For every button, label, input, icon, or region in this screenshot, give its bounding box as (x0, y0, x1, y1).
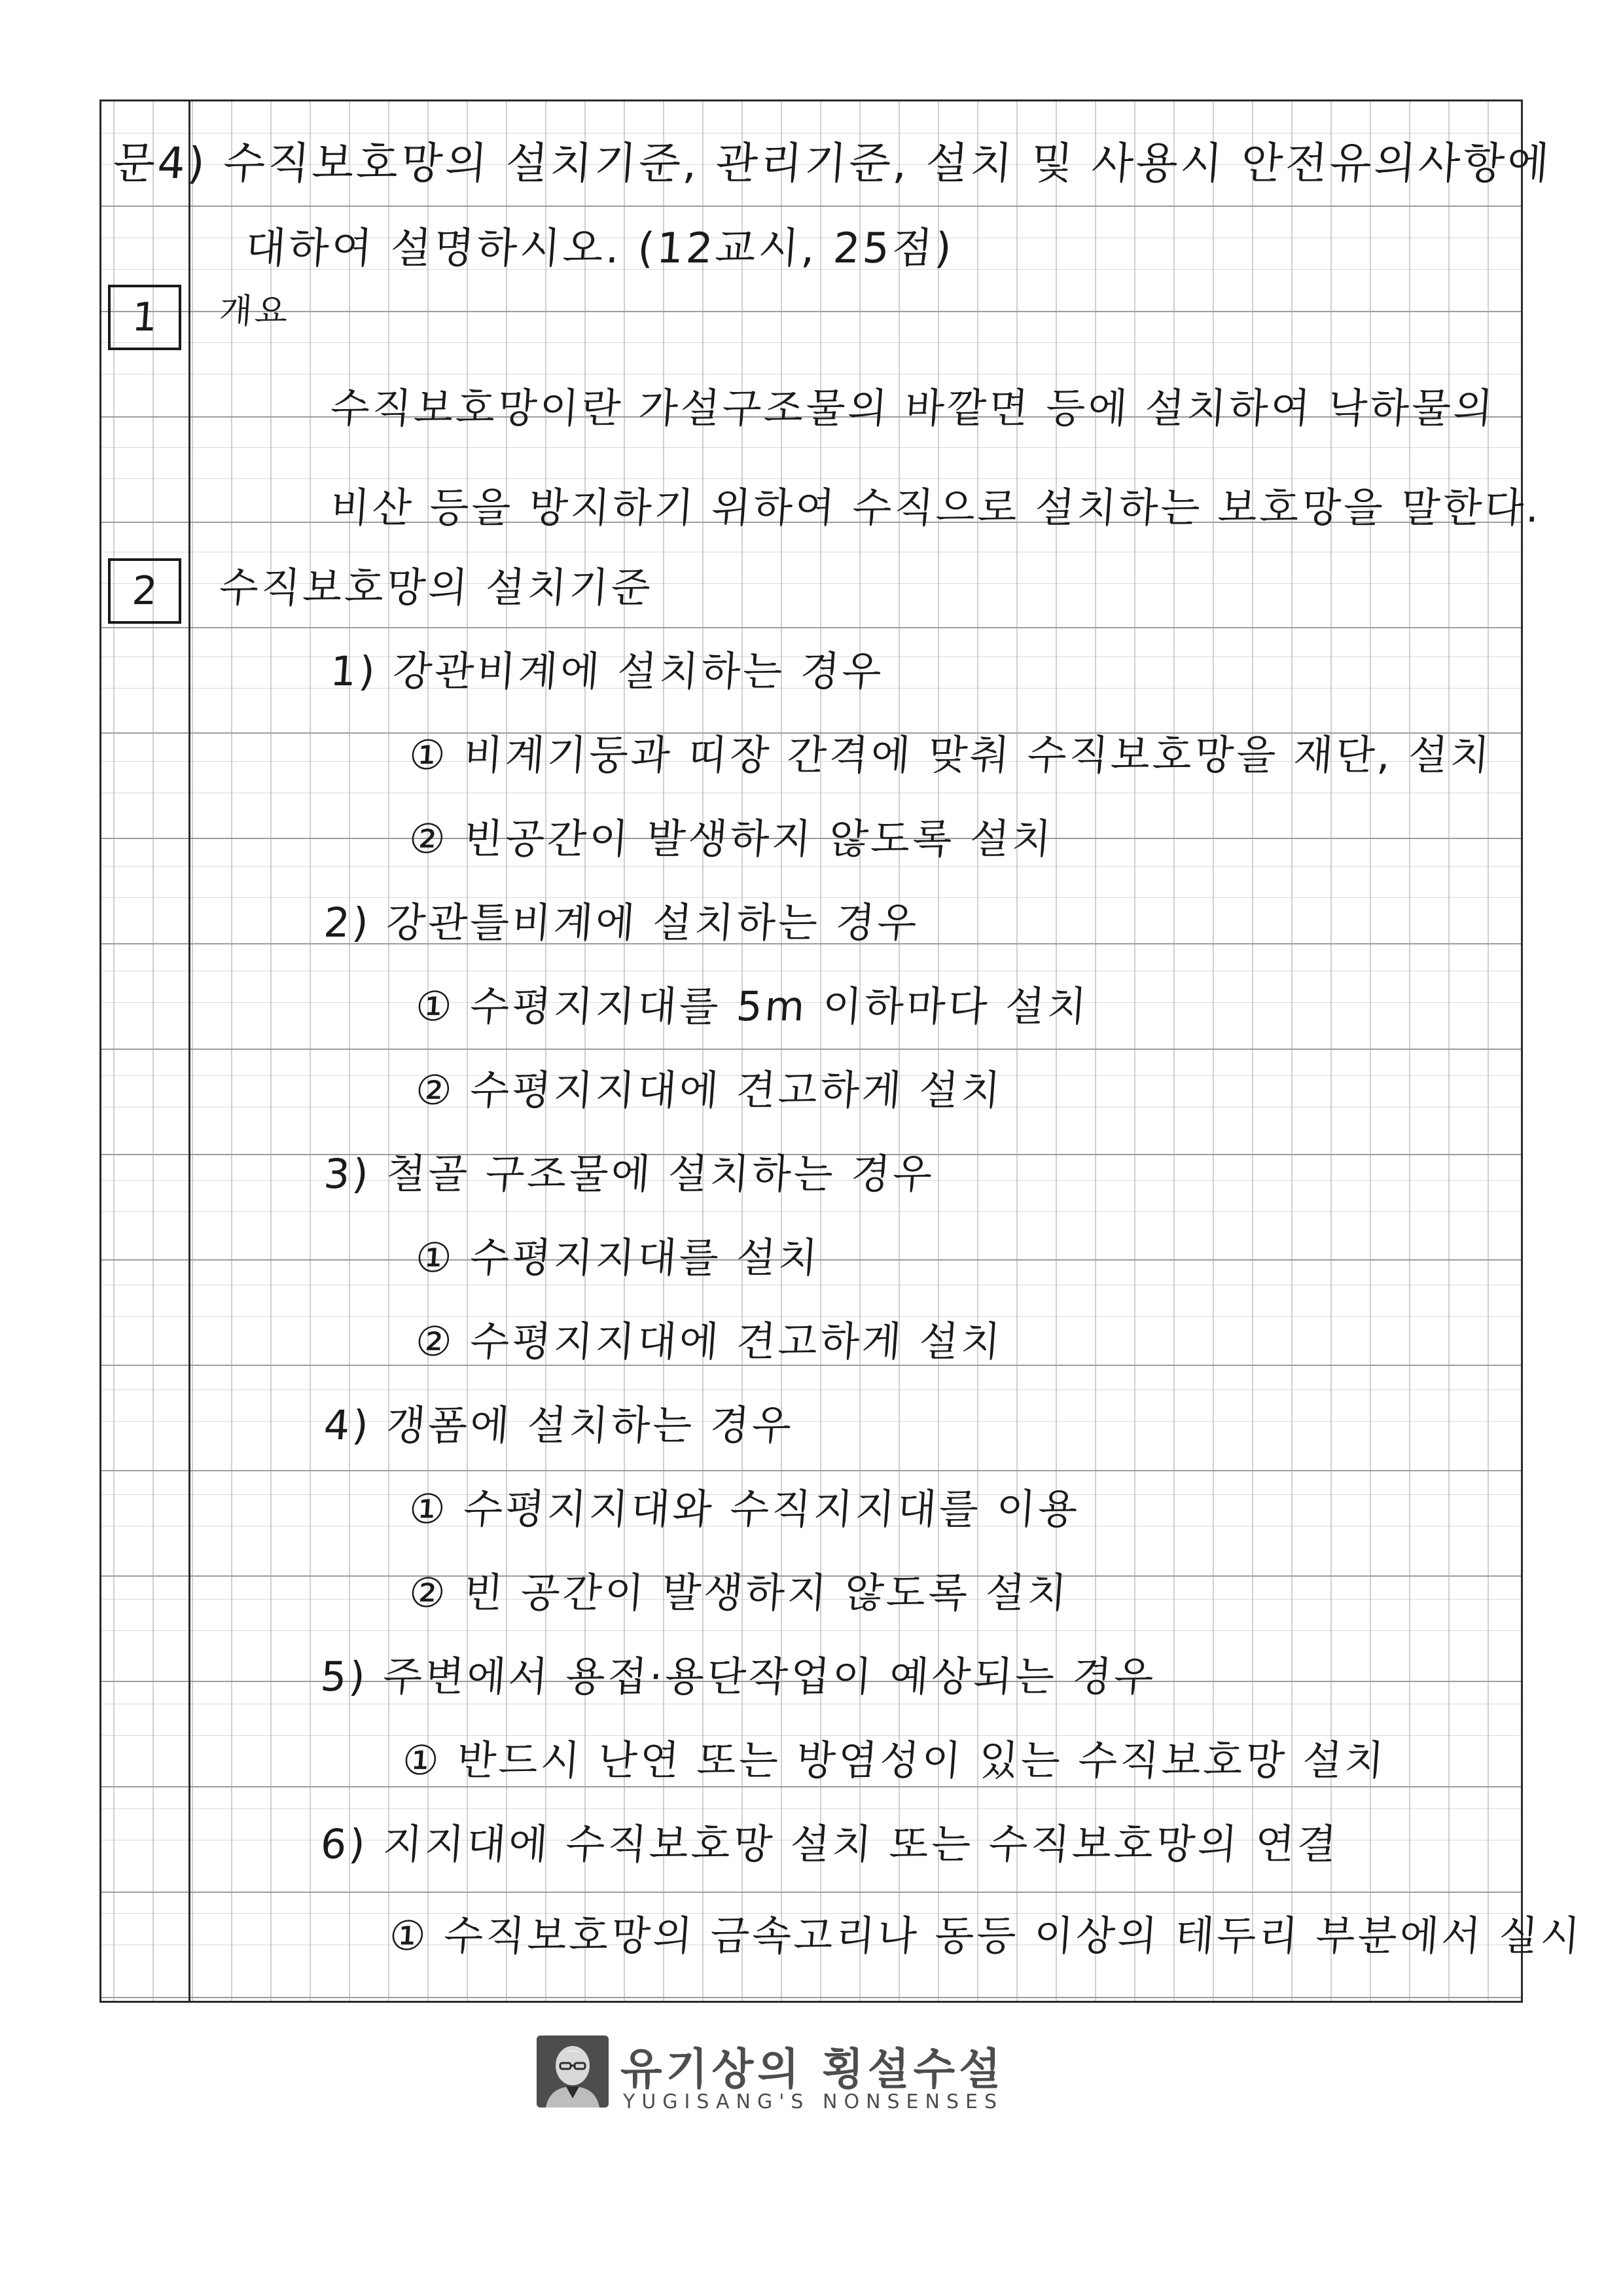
section-2-item-1-2: ② 빈공간이 발생하지 않도록 설치 (407, 815, 1056, 863)
section-2-item-6-1: ① 수직보호망의 금속고리나 동등 이상의 테두리 부분에서 실시 (387, 1912, 1584, 1960)
section-1-paragraph-line-2: 비산 등을 방지하기 위하여 수직으로 설치하는 보호망을 말한다. (329, 484, 1544, 531)
footer-title: 유기상의 횡설수설 (620, 2044, 1005, 2094)
footer-subtitle: YUGISANG'S NONSENSES (623, 2090, 1003, 2113)
section-1-paragraph-line-1: 수직보호망이란 가설구조물의 바깥면 등에 설치하여 낙하물의 (329, 384, 1497, 432)
footer-branding (537, 2034, 1086, 2126)
section-2-item-4-2: ② 빈 공간이 발생하지 않도록 설치 (407, 1569, 1071, 1617)
section-2-item-3-2: ② 수평지지대에 견고하게 설치 (414, 1318, 1005, 1365)
section-2-heading: 수직보호망의 설치기준 (217, 564, 655, 611)
section-2-item-1-1: ① 비계기둥과 띠장 간격에 맞춰 수직보호망을 재단, 설치 (407, 731, 1494, 779)
section-1-number: 1 (130, 295, 159, 340)
section-2-box (108, 558, 181, 624)
section-2-item-2-2: ② 수평지지대에 견고하게 설치 (414, 1066, 1005, 1114)
section-2-item-5-1: ① 반드시 난연 또는 방염성이 있는 수직보호망 설치 (401, 1736, 1388, 1784)
section-2-item-4: 4) 갱폼에 설치하는 경우 (322, 1401, 796, 1449)
section-2-item-6: 6) 지지대에 수직보호망 설치 또는 수직보호망의 연결 (319, 1820, 1341, 1868)
section-2-number: 2 (130, 568, 159, 614)
question-line-1: 문4) 수직보호망의 설치기준, 관리기준, 설치 및 사용시 안전유의사항에 (111, 138, 1554, 188)
section-2-item-3-1: ① 수평지지대를 설치 (414, 1234, 822, 1282)
question-line-2: 대하여 설명하시오. (12교시, 25점) (243, 224, 956, 273)
answer-sheet (99, 99, 1584, 2003)
section-2-item-2: 2) 강관틀비계에 설치하는 경우 (322, 899, 921, 946)
section-2-item-4-1: ① 수평지지대와 수직지지대를 이용 (407, 1485, 1082, 1533)
section-2-item-3: 3) 철골 구조물에 설치하는 경우 (322, 1150, 936, 1198)
section-2-item-1: 1) 강관비계에 설치하는 경우 (329, 647, 886, 695)
portrait-icon (537, 2036, 609, 2108)
section-1-heading: 개요 (217, 292, 292, 331)
author-portrait-logo (537, 2036, 609, 2108)
section-2-item-2-1: ① 수평지지대를 5m 이하마다 설치 (414, 982, 1091, 1030)
section-2-item-5: 5) 주변에서 용접·용단작업이 예상되는 경우 (319, 1653, 1158, 1700)
section-1-box (108, 285, 181, 350)
